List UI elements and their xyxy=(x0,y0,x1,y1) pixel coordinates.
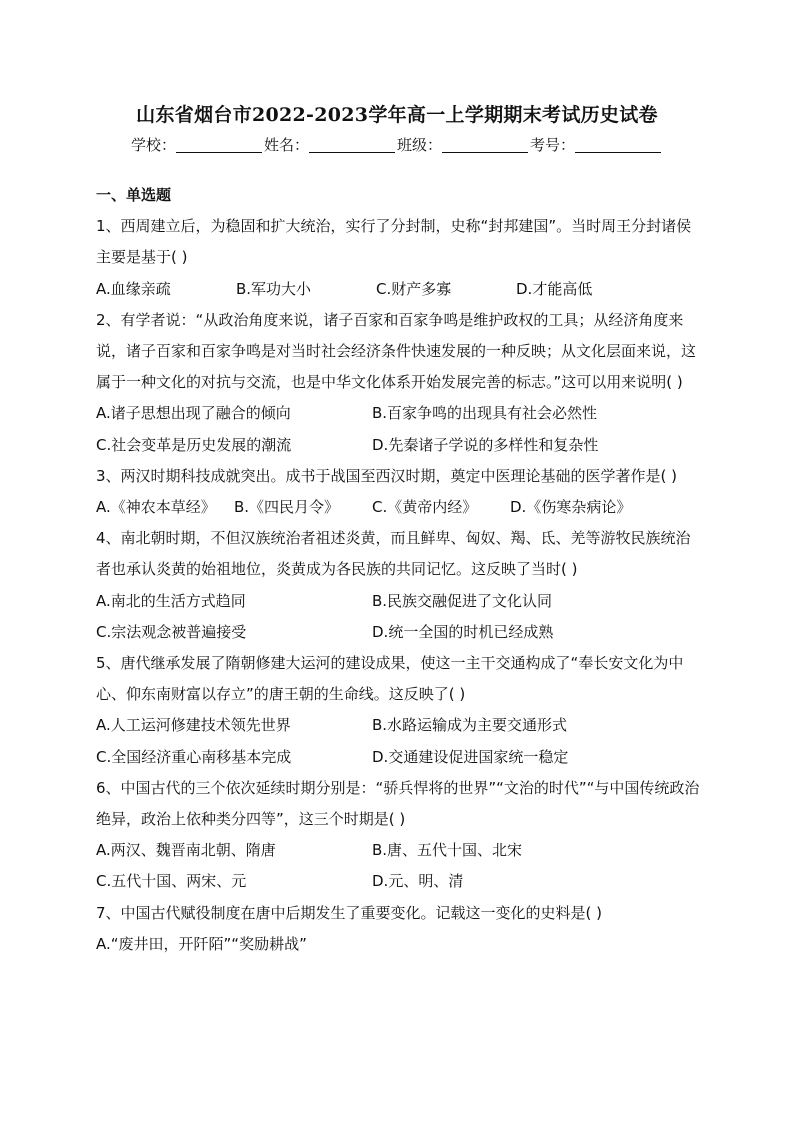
option-a: A.南北的生活方式趋同 xyxy=(96,591,246,610)
option-c: C.《黄帝内经》 xyxy=(372,498,478,517)
option-d: D.才能高低 xyxy=(516,279,593,298)
question-2: 2、有学者说：“从政治角度来说，诸子百家和百家争鸣是维护政权的工具；从经济角度来说，诸子百家和百家争鸣是对当时社会经济条件快速发展的一种反映；从文化层面来说，这属于一种文化的对抗与交流，也是中华文化体系开始发展完善的标志。”这可以用来说明( ) xyxy=(96,310,697,392)
question-6-options-row-2 xyxy=(96,866,700,897)
exam-number-blank[interactable] xyxy=(575,136,661,153)
question-5: 5、唐代继承发展了隋朝修建大运河的建设成果，使这一主干交通构成了“奉长安文化为中心、仰东南财富以存立”的唐王朝的生命线。这反映了( ) xyxy=(96,654,684,704)
school-blank[interactable] xyxy=(176,136,262,153)
section-heading: 一、单选题 xyxy=(96,186,172,204)
name-field: 姓名： xyxy=(264,134,397,155)
question-4-options-row-2 xyxy=(96,617,700,648)
question-3: 3、两汉时期科技成就突出。成书于战国至西汉时期，奠定中医理论基础的医学著作是( ) xyxy=(96,466,678,485)
option-a: A.血缘亲疏 xyxy=(96,279,171,298)
question-7-options xyxy=(96,929,700,960)
question-list xyxy=(96,180,700,960)
option-d: D.统一全国的时机已经成熟 xyxy=(372,622,554,641)
name-blank[interactable] xyxy=(309,136,395,153)
question-2-options-row-2 xyxy=(96,430,700,461)
question-2-options-row-1 xyxy=(96,398,700,429)
exam-number-field: 考号： xyxy=(530,134,663,155)
option-c: C.宗法观念被普遍接受 xyxy=(96,622,247,641)
option-c: C.社会变革是历史发展的潮流 xyxy=(96,435,292,454)
class-field: 班级： xyxy=(397,134,530,155)
student-info-row xyxy=(0,134,794,155)
option-b: B.唐、五代十国、北宋 xyxy=(372,841,523,860)
option-c: C.财产多寡 xyxy=(376,279,452,298)
option-d: D.交通建设促进国家统一稳定 xyxy=(372,747,569,766)
question-1-options xyxy=(96,274,700,305)
question-6-options-row-1 xyxy=(96,835,700,866)
option-c: C.五代十国、两宋、元 xyxy=(96,872,247,891)
option-a: A.“废井田，开阡陌”“奖励耕战” xyxy=(96,934,307,953)
class-blank[interactable] xyxy=(442,136,528,153)
option-a: A.人工运河修建技术领先世界 xyxy=(96,716,291,735)
question-6: 6、中国古代的三个依次延续时期分别是：“骄兵悍将的世界”“文治的时代”“与中国传统政治绝异，政治上依种类分四等”，这三个时期是( ) xyxy=(96,778,700,829)
question-5-options-row-2 xyxy=(96,742,700,773)
question-4-options-row-1 xyxy=(96,586,700,617)
school-field: 学校： xyxy=(131,134,264,155)
question-5-options-row-1 xyxy=(96,710,700,741)
option-a: A.诸子思想出现了融合的倾向 xyxy=(96,404,291,423)
option-b: B.百家争鸣的出现具有社会必然性 xyxy=(372,404,598,423)
option-b: B.民族交融促进了文化认同 xyxy=(372,591,553,610)
option-b: B.《四民月令》 xyxy=(234,498,340,517)
option-b: B.军功大小 xyxy=(236,279,312,298)
question-7: 7、中国古代赋役制度在唐中后期发生了重要变化。记载这一变化的史料是( ) xyxy=(96,903,603,922)
option-d: D.《伤寒杂病论》 xyxy=(510,498,632,517)
question-4: 4、南北朝时期，不但汉族统治者祖述炎黄，而且鲜卑、匈奴、羯、氐、羌等游牧民族统治者也承认炎黄的始祖地位，炎黄成为各民族的共同记忆。这反映了当时( ) xyxy=(96,529,691,579)
option-a: A.两汉、魏晋南北朝、隋唐 xyxy=(96,841,276,860)
option-c: C.全国经济重心南移基本完成 xyxy=(96,747,292,766)
option-d: D.先秦诸子学说的多样性和复杂性 xyxy=(372,435,599,454)
question-3-options xyxy=(96,492,700,523)
option-a: A.《神农本草经》 xyxy=(96,498,216,517)
option-d: D.元、明、清 xyxy=(372,872,464,891)
option-b: B.水路运输成为主要交通形式 xyxy=(372,716,568,735)
question-1: 1、西周建立后，为稳固和扩大统治，实行了分封制，史称“封邦建国”。当时周王分封诸侯主要是基于( ) xyxy=(96,217,692,267)
exam-title: 山东省烟台市2022-2023学年高一上学期期末考试历史试卷 xyxy=(136,104,658,126)
